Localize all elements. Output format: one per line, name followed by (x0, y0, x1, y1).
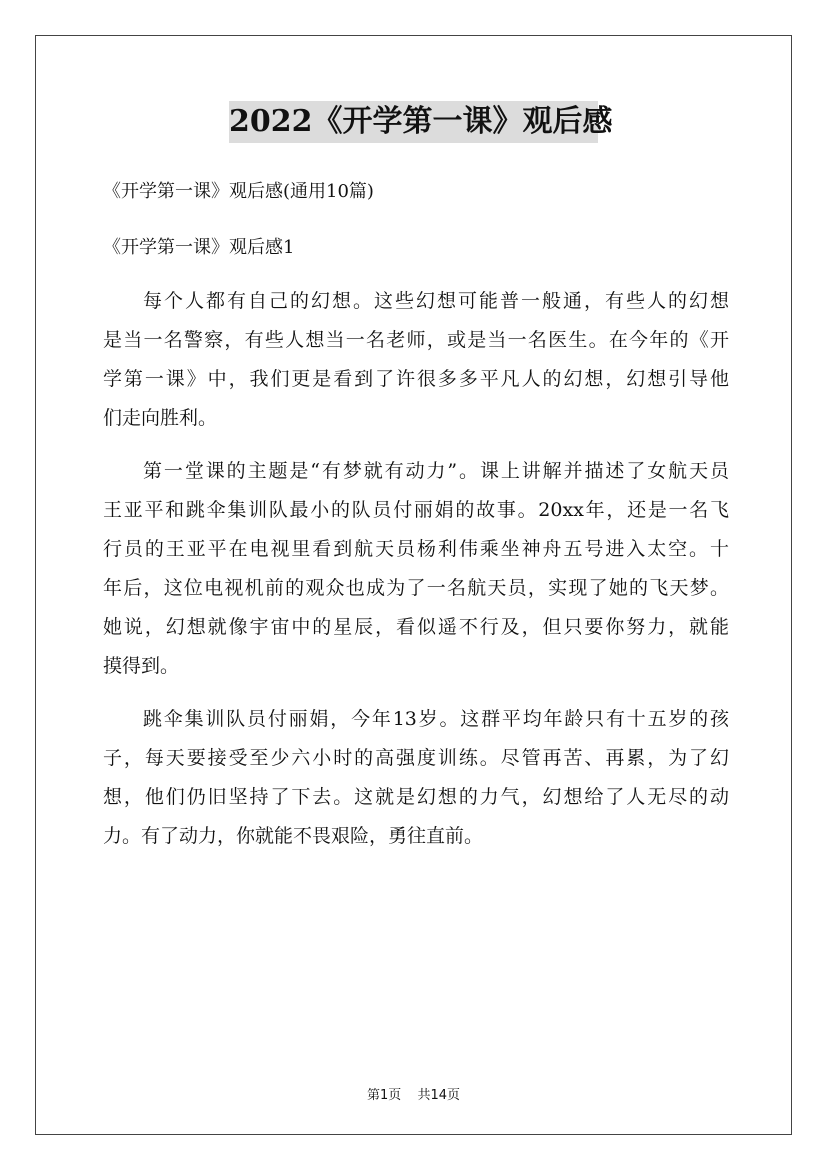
text-line: 行员的王亚平在电视里看到航天员杨利伟乘坐神舟五号进入太空。十 (103, 538, 729, 560)
paragraph (103, 282, 729, 438)
total-pages: 共14页 (417, 1088, 460, 1103)
text-line: 跳伞集训队员付丽娟，今年13岁。这群平均年龄只有十五岁的孩 (143, 708, 729, 730)
body-text (103, 282, 729, 856)
text-line: 子，每天要接受至少六小时的高强度训练。尽管再苦、再累，为了幻 (103, 747, 729, 769)
text-line: 想，他们仍旧坚持了下去。这就是幻想的力气，幻想给了人无尽的动 (103, 786, 729, 808)
text-line: 摸得到。 (103, 655, 180, 677)
document-subtitle: 《开学第一课》观后感(通用10篇) (103, 181, 374, 202)
text-line: 她说，幻想就像宇宙中的星辰，看似遥不行及，但只要你努力，就能 (103, 616, 729, 638)
document-title: 2022《开学第一课》观后感 (229, 101, 598, 143)
page-number: 第1页 (367, 1088, 402, 1103)
text-line: 学第一课》中，我们更是看到了许很多多平凡人的幻想，幻想引导他 (103, 368, 729, 390)
paragraph (103, 452, 729, 686)
text-line: 第一堂课的主题是“有梦就有动力”。课上讲解并描述了女航天员 (143, 460, 729, 482)
text-line: 年后，这位电视机前的观众也成为了一名航天员，实现了她的飞天梦。 (103, 577, 729, 599)
text-line: 每个人都有自己的幻想。这些幻想可能普一般通，有些人的幻想 (143, 290, 729, 312)
section-heading: 《开学第一课》观后感1 (103, 237, 295, 258)
text-line: 力。有了动力，你就能不畏艰险，勇往直前。 (103, 825, 484, 847)
text-line: 们走向胜利。 (103, 407, 218, 429)
text-line: 是当一名警察，有些人想当一名老师，或是当一名医生。在今年的《开 (103, 329, 729, 351)
text-line: 王亚平和跳伞集训队最小的队员付丽娟的故事。20xx年，还是一名飞 (103, 499, 729, 521)
paragraph (103, 700, 729, 856)
page-footer (0, 1084, 827, 1103)
